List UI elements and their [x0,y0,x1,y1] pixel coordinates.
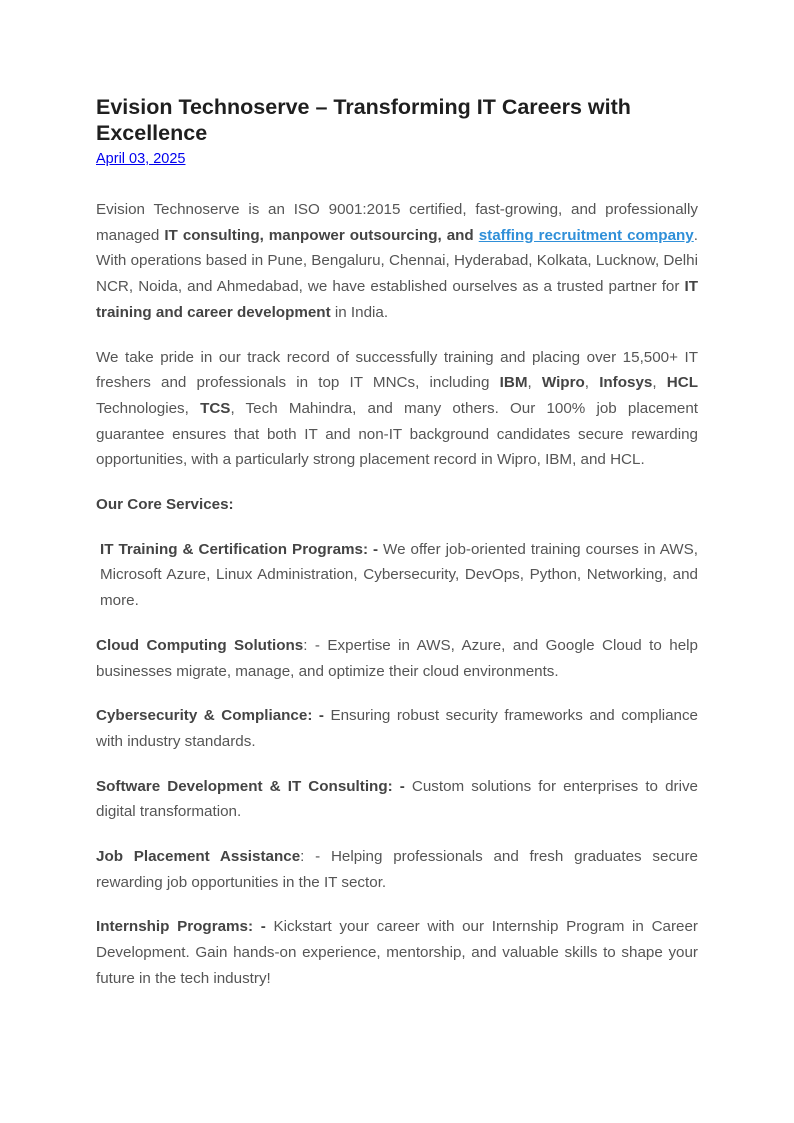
track-text-1: We take pride in our track record of successfully training and placing over 15,500+ IT freshers and professionals in top IT MNCs, including [96,348,698,392]
intro-text-1: Evision Technoserve is an ISO 9001:2015 certified, fast-growing, and professionally managed [96,201,698,244]
track-bold-infosys: Infosys [599,374,653,392]
intro-text-3: in India. [330,303,389,321]
intro-bold-services: IT consulting, manpower outsourcing, and [164,226,479,244]
service-desc: Kickstart your career with our Internship Program in Career Development. Gain hands-on experience, mentorship, and valuable skills to shape your future in the tech industry! [96,918,698,987]
service-desc: Ensuring robust security frameworks and compliance with industry standards. [96,707,699,750]
service-desc: We offer job-oriented training courses in AWS, Microsoft Azure, Linux Administration, Cybersecurity, DevOps, Python, Networking, and more. [100,540,698,610]
track-text-2: Technologies, [96,399,201,417]
service-name: Cybersecurity & Compliance: - [96,707,331,725]
services-heading [96,492,698,518]
service-item-job-placement [96,844,698,895]
service-item-it-training [96,537,698,614]
track-bold-tcs: TCS [200,399,231,417]
service-desc: : - Helping professionals and fresh graduates secure rewarding job opportunities in the IT sector. [96,848,698,891]
article-title: Evision Technoserve – Transforming IT Careers with Excellence [96,95,631,145]
service-item-internship [96,914,698,991]
service-name: Software Development & IT Consulting: - [96,777,412,795]
service-item-cloud-computing [96,633,698,684]
article-date-link[interactable]: April 03, 2025 [96,151,186,167]
service-desc: : - Expertise in AWS, Azure, and Google Cloud to help businesses migrate, manage, and optimize their cloud environments. [96,636,698,680]
track-bold-ibm: IBM [499,374,528,392]
intro-text-2: . With operations based in Pune, Bengaluru, Chennai, Hyderabad, Kolkata, Lucknow, Delhi NCR, Noida, and Ahmedabad, we have established ourselves as a trusted partner for [96,226,698,296]
track-sep-3: , [652,374,667,392]
service-name: Internship Programs: - [96,918,274,936]
service-desc: Custom solutions for enterprises to drive digital transformation. [96,777,698,821]
intro-bold-training: IT training and career development [96,278,698,321]
service-name: IT Training & Certification Programs: - [100,540,384,558]
track-sep-1: , [527,374,542,392]
track-bold-hcl: HCL [666,374,698,392]
services-heading-text: Our Core Services: [96,496,234,514]
track-bold-wipro: Wipro [541,374,585,392]
track-text-3: , Tech Mahindra, and many others. Our 100% job placement guarantee ensures that both IT and non-IT background candidates secure rewarding opportunities, with a particularly strong placement record in Wipro, IBM, and HCL. [96,399,699,469]
service-item-cybersecurity [96,703,698,754]
service-name: Cloud Computing Solutions [96,636,304,654]
staffing-recruitment-link[interactable]: staffing recruitment company [478,226,694,244]
service-name: Job Placement Assistance [96,848,301,866]
service-item-software-development [96,774,698,825]
intro-paragraph [96,197,698,326]
track-sep-2: , [584,374,600,392]
track-record-paragraph [96,345,698,474]
